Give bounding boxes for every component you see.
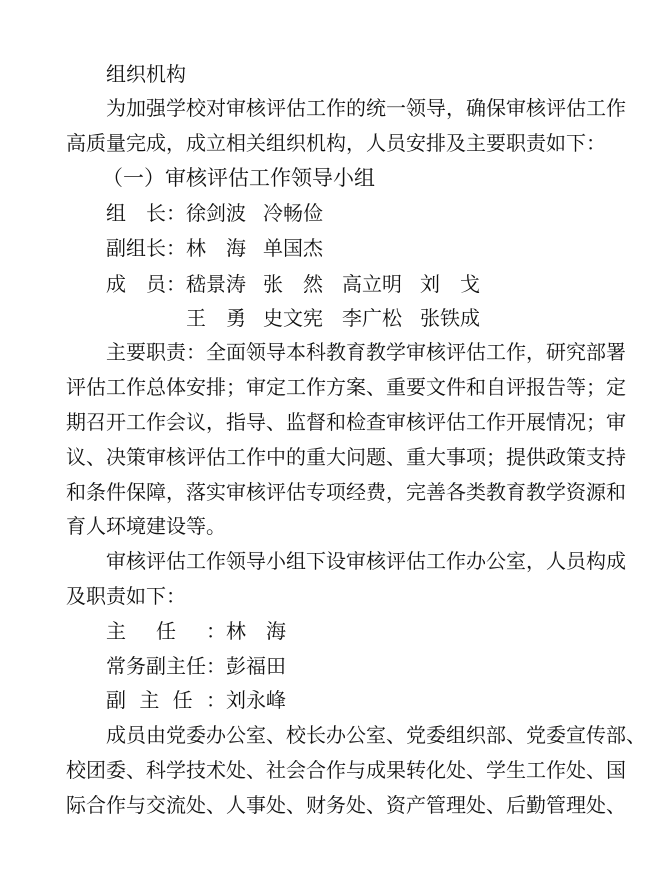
leader-row (106, 201, 626, 225)
member-name: 嵇景涛 (186, 272, 246, 296)
members-label: 成 员： (106, 272, 186, 296)
members-row (106, 272, 626, 296)
office-exec-deputy-name: 彭福田 (226, 654, 286, 678)
deputy-leader-row (106, 236, 626, 260)
member-name: 张 然 (263, 272, 323, 296)
office-intro-line: 及职责如下： (66, 584, 186, 608)
office-director-row (106, 619, 506, 643)
member-name: 史文宪 (263, 306, 323, 330)
member-name: 李广松 (342, 306, 402, 330)
office-members-line: 校团委、科学技术处、社会合作与成果转化处、学生工作处、国 (66, 758, 626, 782)
office-exec-deputy-label: 常务副主任： (106, 654, 226, 678)
duties-line: 育人环境建设等。 (66, 514, 226, 538)
office-exec-deputy-row (106, 654, 506, 678)
members-row (106, 306, 626, 330)
office-deputy-row (106, 688, 506, 712)
office-members-line: 成员由党委办公室、校长办公室、党委组织部、党委宣传部、 (106, 723, 646, 747)
leader-name: 徐剑波 (186, 201, 246, 225)
section-heading: 组织机构 (106, 62, 186, 86)
duties-line: 议、决策审核评估工作中的重大问题、重大事项；提供政策支持 (66, 445, 626, 469)
duties-line: 和条件保障，落实审核评估专项经费，完善各类教育教学资源和 (66, 480, 626, 504)
office-deputy-label: 副主任： (106, 688, 226, 712)
office-director-label: 主任： (106, 619, 226, 643)
office-director-name: 林 海 (226, 619, 286, 643)
duties-line: 期召开工作会议，指导、监督和检查审核评估工作开展情况；审 (66, 410, 626, 434)
member-name: 王 勇 (186, 306, 246, 330)
office-deputy-name: 刘永峰 (226, 688, 286, 712)
office-intro-line: 审核评估工作领导小组下设审核评估工作办公室，人员构成 (106, 549, 626, 573)
deputy-leader-name: 单国杰 (263, 236, 323, 260)
member-name: 高立明 (342, 272, 402, 296)
intro-line-2: 高质量完成，成立相关组织机构，人员安排及主要职责如下： (66, 131, 606, 155)
member-name: 张铁成 (420, 306, 480, 330)
subsection-title: （一）审核评估工作领导小组 (102, 166, 375, 190)
deputy-leader-label: 副组长： (106, 236, 186, 260)
leader-name: 冷畅俭 (263, 201, 323, 225)
intro-line-1: 为加强学校对审核评估工作的统一领导，确保审核评估工作 (106, 96, 626, 120)
duties-line: 主要职责：全面领导本科教育教学审核评估工作，研究部署 (106, 340, 626, 364)
office-members-line: 际合作与交流处、人事处、财务处、资产管理处、后勤管理处、 (66, 793, 626, 817)
leader-label: 组 长： (106, 201, 186, 225)
deputy-leader-name: 林 海 (186, 236, 246, 260)
duties-line: 评估工作总体安排；审定工作方案、重要文件和自评报告等；定 (66, 375, 626, 399)
member-name: 刘 戈 (420, 272, 480, 296)
